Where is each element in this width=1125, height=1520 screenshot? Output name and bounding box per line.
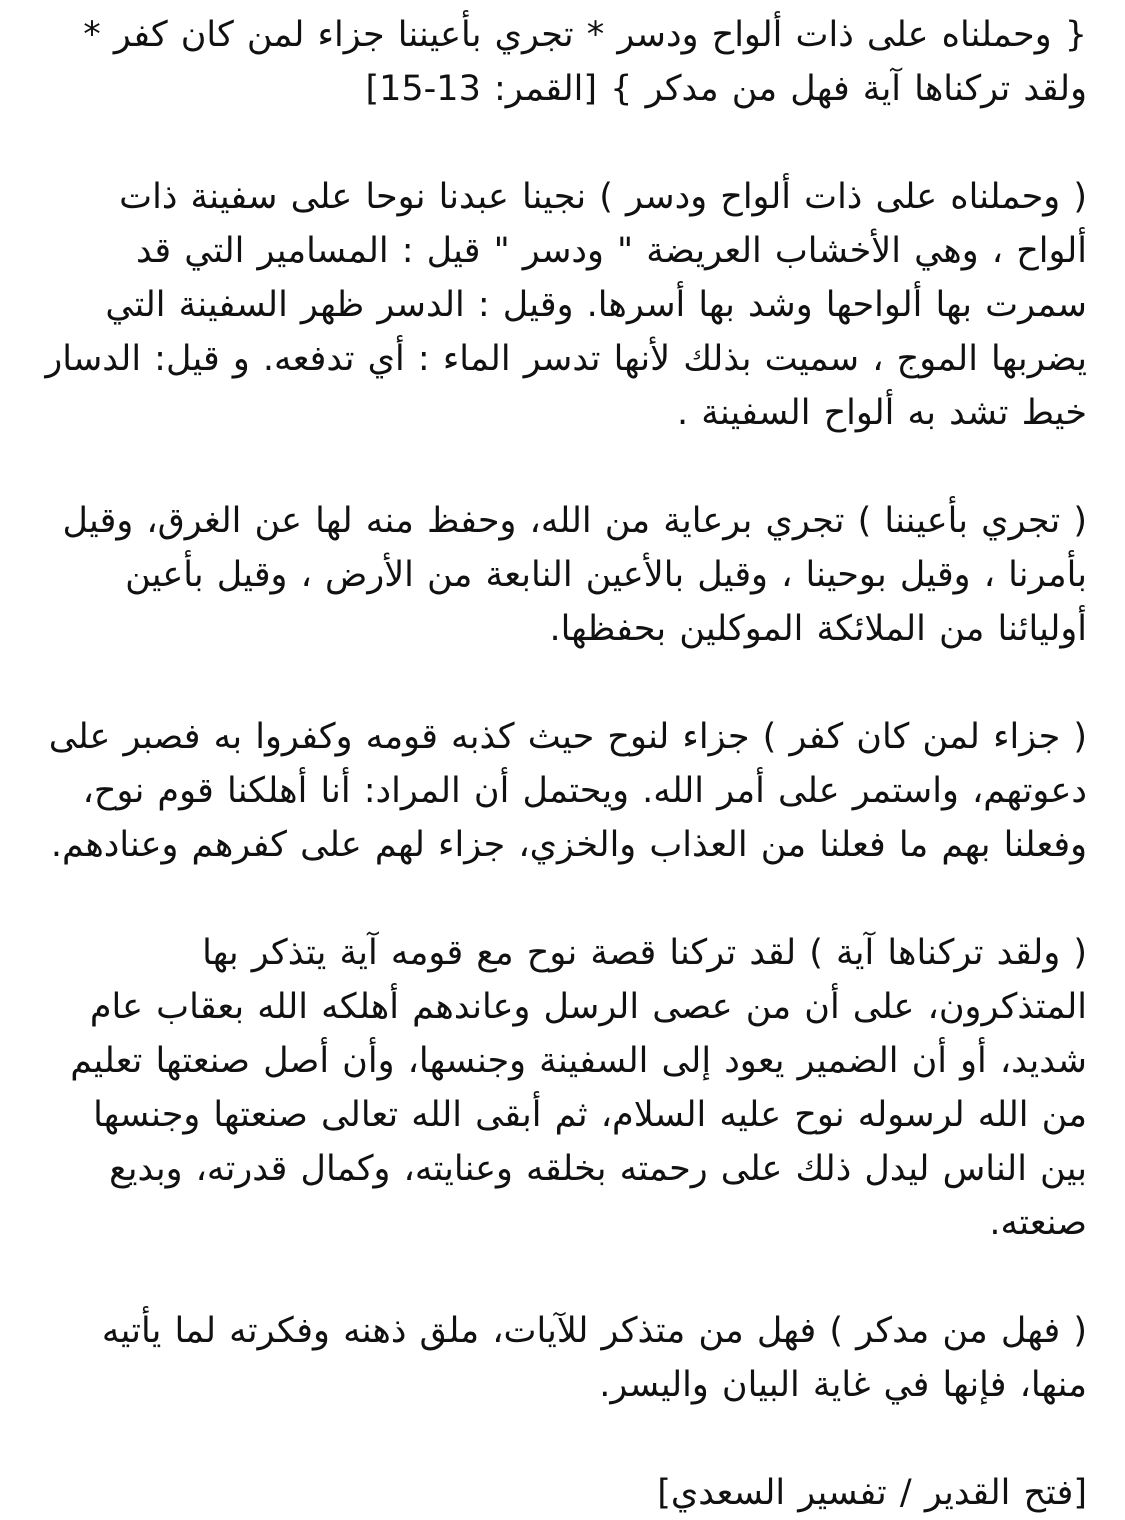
tafsir-paragraph-3: ( جزاء لمن كان كفر ) جزاء لنوح حيث كذبه قومه وكفروا به فصبر على دعوتهم، واستمر على أمر الله. ويحتمل أن المراد: أنا أهلكنا قوم نوح، وفعلنا بهم ما فعلنا من العذاب والخزي، جزاء لهم على كفرهم وعنادهم. (48, 717, 1087, 865)
tafsir-paragraph-5: ( فهل من مدكر ) فهل من متذكر للآيات، ملق ذهنه وفكرته لما يأتيه منها، فإنها في غاية البيان واليسر. (101, 1311, 1087, 1405)
tafsir-paragraph-4: ( ولقد تركناها آية ) لقد تركنا قصة نوح مع قومه آية يتذكر بها المتذكرون، على أن من عصى الرسل وعاندهم أهلكه الله بعقاب عام شديد، أو أن الضمير يعود إلى السفينة وجنسها، وأن أصل صنعتها تعليم من الله لرسوله نوح عليه السلام، ثم أبقى الله تعالى صنعتها وجنسها بين الناس ليدل ذلك على رحمته بخلقه وعنايته، وكمال قدرته، وبديع صنعته. (70, 933, 1087, 1243)
tafsir-paragraph-1: ( وحملناه على ذات ألواح ودسر ) نجينا عبدنا نوحا على سفينة ذات ألواح ، وهي الأخشاب العريضة " ودسر " قيل : المسامير التي قد سمرت بها ألواحها وشد بها أسرها. وقيل : الدسر ظهر السفينة التي يضربها الموج ، سميت بذلك لأنها تدسر الماء : أي تدفعه. و قيل: الدسار خيط تشد به ألواح السفينة . (45, 177, 1087, 433)
document-body (37, 8, 1087, 1520)
quran-verse: { وحملناه على ذات ألواح ودسر * تجري بأعيننا جزاء لمن كان كفر * ولقد تركناها آية فهل من مدكر } [القمر: 13-15] (83, 15, 1087, 109)
tafsir-paragraph-2: ( تجري بأعيننا ) تجري برعاية من الله، وحفظ منه لها عن الغرق، وقيل بأمرنا ، وقيل بوحينا ، وقيل بالأعين النابعة من الأرض ، وقيل بأعين أوليائنا من الملائكة الموكلين بحفظها. (62, 501, 1087, 649)
source-citation: [فتح القدير / تفسير السعدي] (657, 1473, 1087, 1513)
